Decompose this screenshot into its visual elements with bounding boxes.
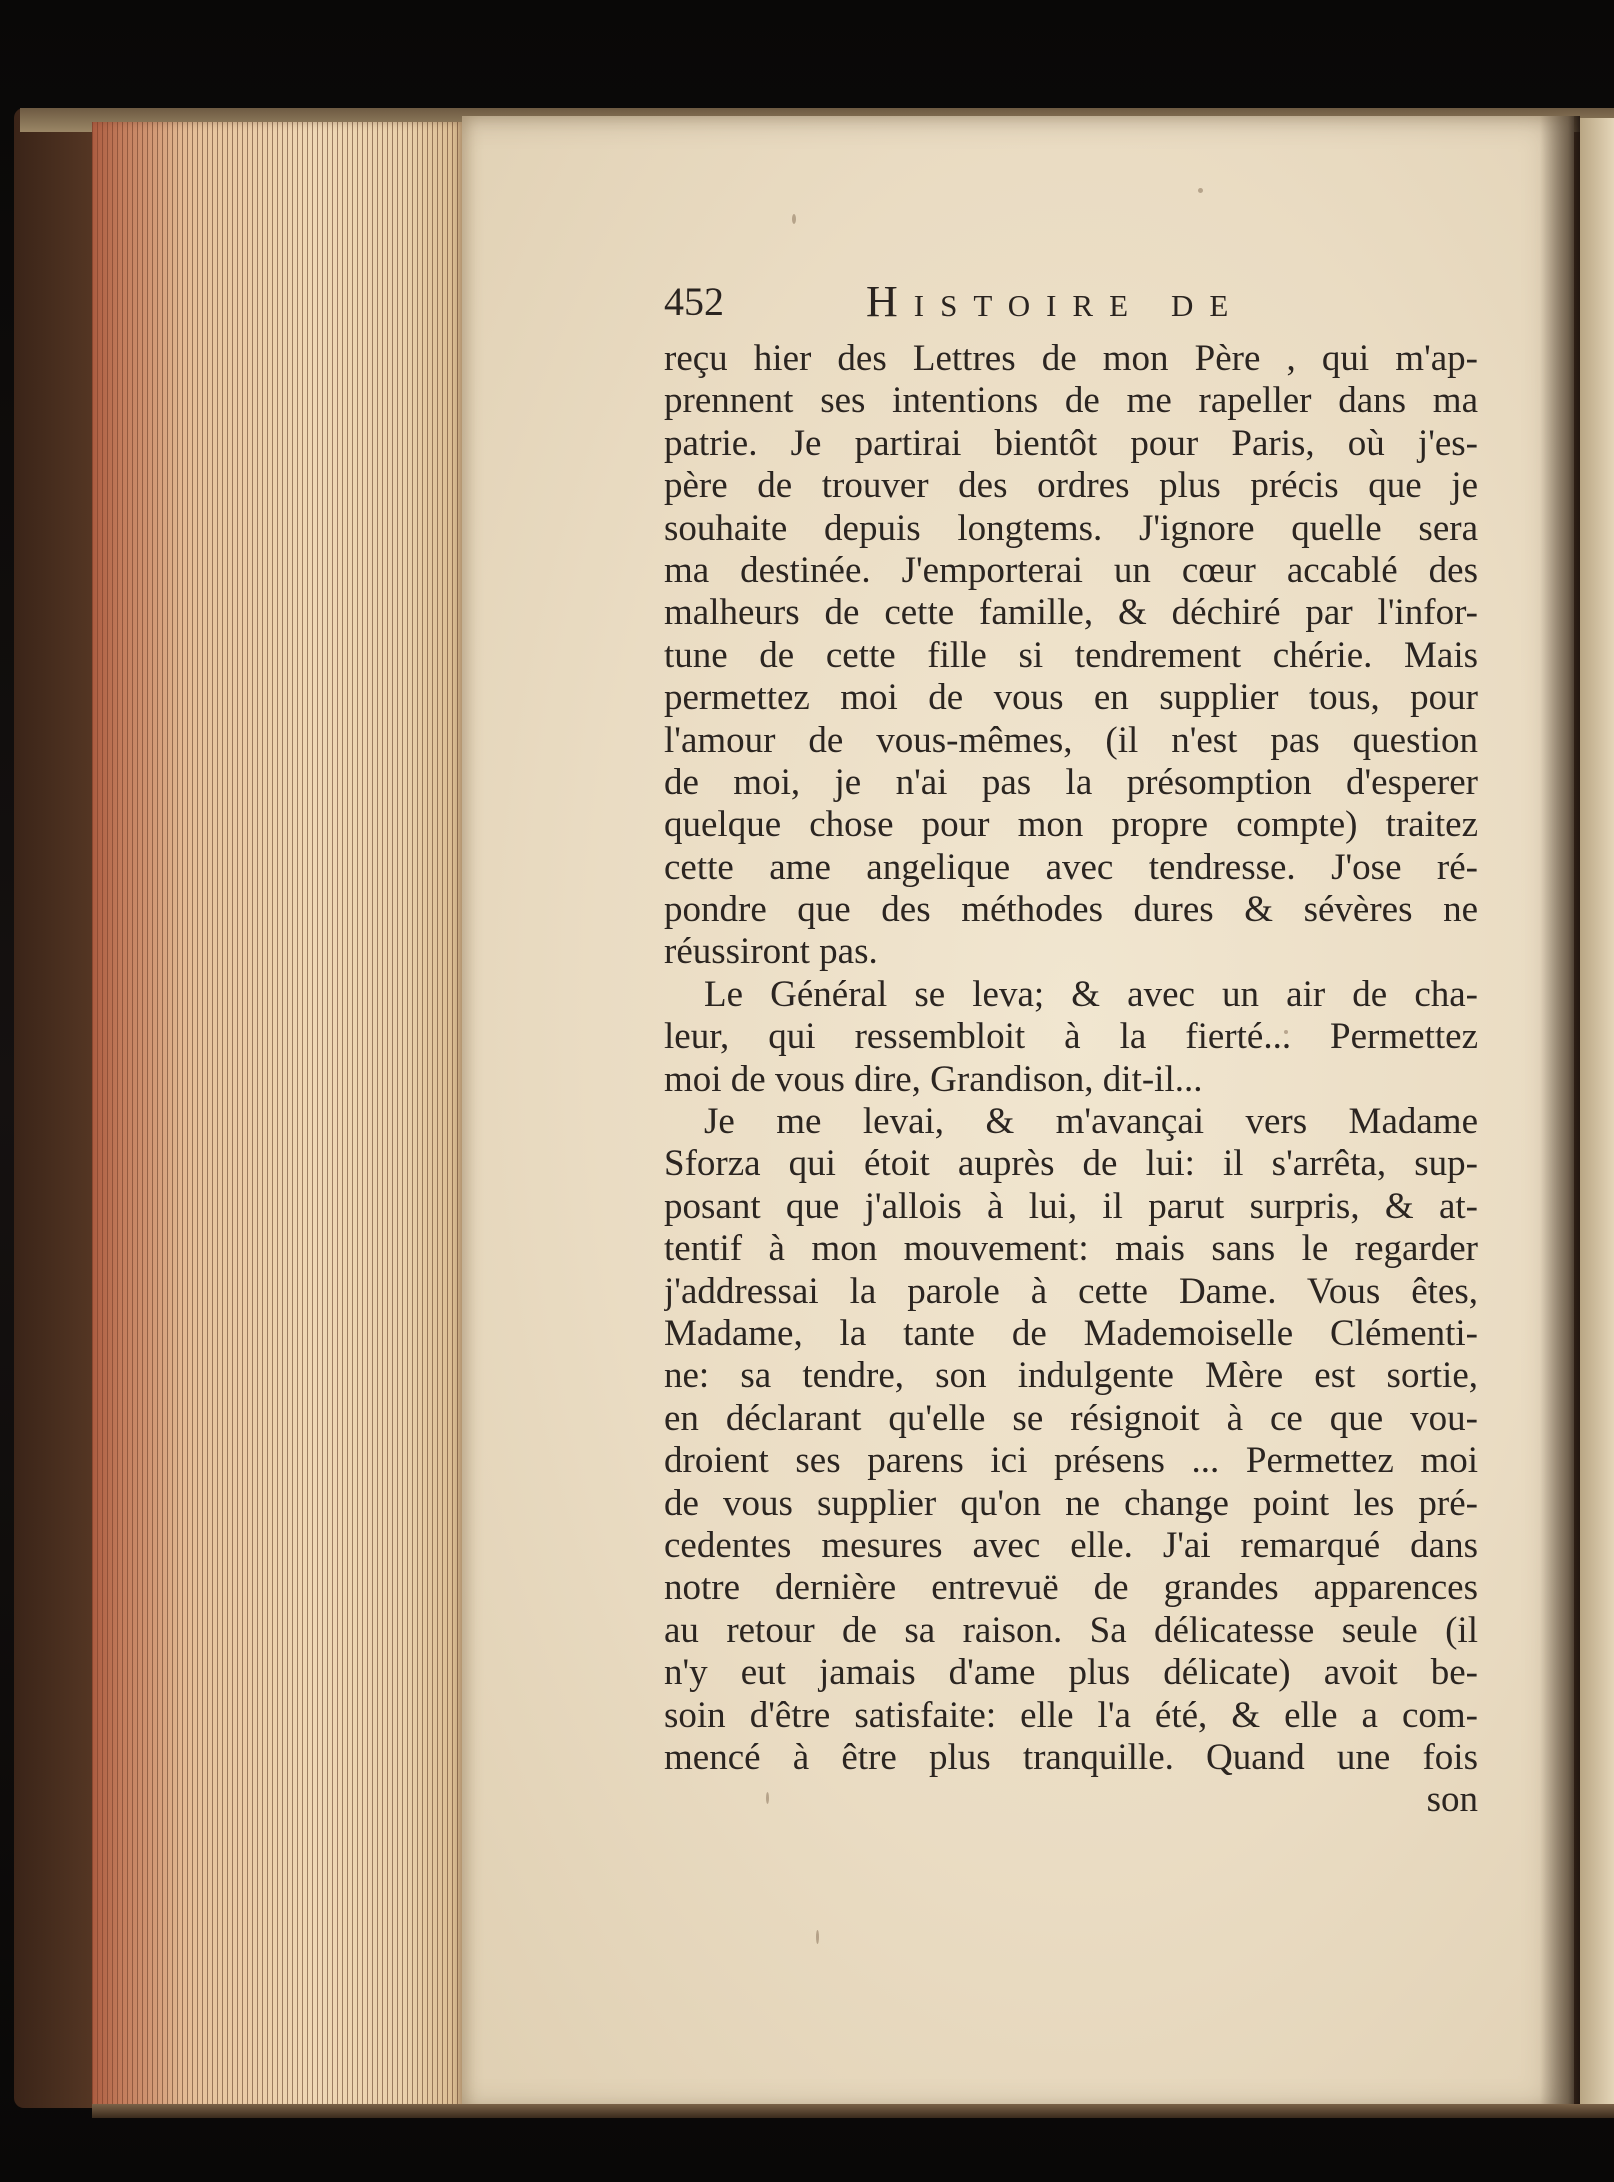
text-line: cette ame angelique avec tendresse. J'ose ré-: [664, 846, 1478, 888]
text-line: permettez moi de vous en supplier tous, pour: [664, 677, 1478, 719]
foxing-speck: [792, 214, 796, 224]
text-line: Je me levai, & m'avançai vers Madame: [704, 1101, 1478, 1143]
text-line: ne: sa tendre, son indulgente Mère est sortie,: [664, 1355, 1478, 1397]
text-line: cedentes mesures avec elle. J'ai remarqué dans: [664, 1524, 1478, 1566]
text-line: de vous supplier qu'on ne change point les pré-: [664, 1482, 1478, 1524]
text-line: Madame, la tante de Mademoiselle Clémenti-: [664, 1312, 1478, 1354]
text-line: au retour de sa raison. Sa délicatesse seule (il: [664, 1609, 1478, 1651]
text-line: moi de vous dire, Grandison, dit-il...: [664, 1058, 1203, 1100]
text-line: prennent ses intentions de me rapeller dans ma: [664, 380, 1478, 422]
text-line: l'amour de vous-mêmes, (il n'est pas question: [664, 719, 1478, 761]
text-line: reçu hier des Lettres de mon Père , qui m'ap-: [664, 338, 1478, 379]
text-line: en déclarant qu'elle se résignoit à ce que vou-: [664, 1397, 1478, 1439]
foxing-speck: [1198, 188, 1203, 193]
text-line: droient ses parens ici présens ... Permettez moi: [664, 1440, 1478, 1482]
text-line: Sforza qui étoit auprès de lui: il s'arrêta, sup-: [664, 1143, 1478, 1185]
text-line: ma destinée. J'emporterai un cœur accablé des: [664, 549, 1478, 591]
body-text: [664, 338, 1478, 1822]
text-line: père de trouver des ordres plus précis que je: [664, 465, 1478, 507]
text-line: notre dernière entrevuë de grandes apparences: [664, 1567, 1478, 1609]
text-line: pondre que des méthodes dures & sévères ne: [664, 889, 1478, 931]
page-number: 452: [664, 279, 724, 324]
text-line: son: [1426, 1779, 1478, 1821]
text-line: mencé à être plus tranquille. Quand une fois: [664, 1736, 1478, 1778]
text-line: j'addressai la parole à cette Dame. Vous êtes,: [664, 1270, 1478, 1312]
text-line: leur, qui ressembloit à la fierté... Permettez: [664, 1016, 1478, 1058]
text-line: patrie. Je partirai bientôt pour Paris, où j'es-: [664, 422, 1478, 464]
red-edge-tint: [92, 122, 182, 2112]
text-line: tentif à mon mouvement: mais sans le regarder: [664, 1228, 1478, 1270]
foxing-speck: [816, 1930, 819, 1944]
text-line: quelque chose pour mon propre compte) traitez: [664, 804, 1478, 846]
text-line: posant que j'allois à lui, il parut surpris, & at-: [664, 1185, 1478, 1227]
facing-page-edge: [1580, 118, 1614, 2110]
text-line: n'y eut jamais d'ame plus délicate) avoit be-: [664, 1652, 1478, 1694]
page-gutter-shadow: [1540, 116, 1580, 2112]
running-title: Histoire de: [866, 277, 1245, 326]
text-line: souhaite depuis longtems. J'ignore quelle sera: [664, 507, 1478, 549]
book-bottom-edge: [92, 2104, 1614, 2118]
text-line: réussiront pas.: [664, 931, 878, 973]
text-line: soin d'être satisfaite: elle l'a été, & elle a com-: [664, 1694, 1478, 1736]
text-line: Le Général se leva; & avec un air de cha-: [704, 973, 1478, 1015]
text-line: malheurs de cette famille, & déchiré par l'infor-: [664, 592, 1478, 634]
text-line: de moi, je n'ai pas la présomption d'esperer: [664, 761, 1478, 803]
text-line: tune de cette fille si tendrement chérie. Mais: [664, 634, 1478, 676]
